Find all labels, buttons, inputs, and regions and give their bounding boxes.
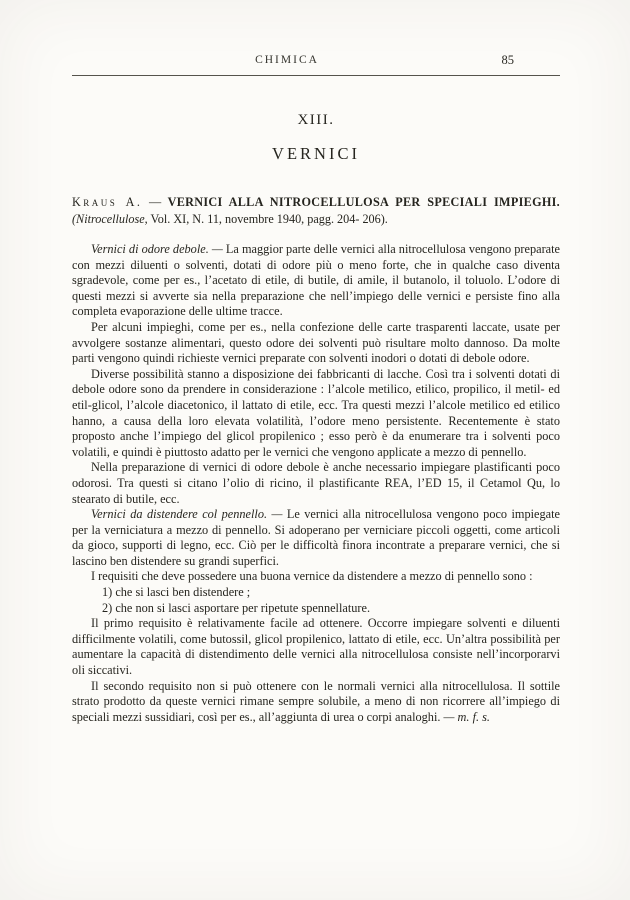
section-title: VERNICI bbox=[272, 144, 360, 163]
page-header bbox=[72, 54, 560, 69]
paragraph-requisiti bbox=[72, 569, 560, 585]
article-title: VERNICI ALLA NITROCELLULOSA PER SPECIALI IMPIEGHI. bbox=[167, 195, 561, 209]
paragraph-text: Diverse possibilità stanno a disposizione dei fabbricanti di lacche. Così tra i solventi dotati di debole odore sono da prendere in considerazione : l’alcole metilico, etilico, propilico, il metil- ed etil-glicol, l’alcole diacetonico, il lattato di etile, ecc. Tra questi mezzi l’alcole metilico ed etilico hanno, a causa della loro elevata volatilità, l’odore meno persistente. Recentemente è stato proposto anche l’impiego del glicol propilenico ; esso però è da enumerare tra i solventi poco volatili, e quindi è piuttosto adatto per le vernici che vengono applicate a mezzo di pennello. bbox=[72, 366, 560, 459]
paragraph-text: Il primo requisito è relativamente facile ad ottenere. Occorre impiegare solventi e diluenti difficilmente volatili, come butossil, glicol propilenico, lattato di etile, ecc. Un’altra possibilità per aumentare la capacità di distendimento delle vernici alla nitrocellulosa consiste nell’incorporarvi oli siccativi. bbox=[72, 616, 560, 678]
list-item-1: 1) che si lasci ben distendere ; bbox=[102, 585, 251, 600]
article-journal: (Nitrocellulose, bbox=[72, 212, 148, 226]
article-reference: Vol. XI, N. 11, novembre 1940, pagg. 204- 206). bbox=[150, 212, 388, 226]
header-rule bbox=[72, 75, 560, 76]
paragraph-impieghi bbox=[72, 320, 560, 367]
paragraph-text: Per alcuni impieghi, come per es., nella confezione delle carte trasparenti laccate, usate per avvolgere sostanze alimentari, questo odore dei solventi può risultare molto dannoso. Da molte parti vengono quindi richieste vernici preparate con solventi inodori o dotati di debole odore. bbox=[72, 319, 560, 366]
paragraph-lead: Vernici di odore debole. — bbox=[91, 242, 226, 256]
section-number: XIII. bbox=[297, 112, 335, 128]
paragraph-text: La maggior parte delle vernici alla nitrocellulosa vengono preparate con mezzi diluenti o solventi, dotati di odore più o meno forte, che in qualche caso diventa sgradevole, come per es., l’acetato di etile, di butile, di amile, il butanolo, il toluolo. L’odore di questi mezzi si avverte sia nella preparazione che nell’impiego delle vernici e persiste fino alla completa evaporazione delle ultime tracce. bbox=[72, 242, 560, 319]
article-body bbox=[72, 242, 560, 725]
paragraph-plastificanti bbox=[72, 460, 560, 507]
paragraph-primo-requisito bbox=[72, 616, 560, 678]
running-title: CHIMICA bbox=[255, 54, 319, 66]
article-separator: — bbox=[148, 195, 162, 209]
list-item-2: 2) che non si lasci asportare per ripetute spennellature. bbox=[102, 600, 371, 615]
paragraph-pennello bbox=[72, 507, 560, 569]
paragraph-text: Le vernici alla nitrocellulosa vengono poco impiegate per la verniciatura a mezzo di pennello. Si adoperano per verniciare piccoli oggetti, come articoli da gioco, supporti di legno, ecc. Ciò per le difficoltà finora incontrate a preparare vernici, che si lascino ben distendere su grandi superfici. bbox=[72, 507, 560, 568]
article-heading bbox=[72, 194, 560, 228]
paragraph-text: I requisiti che deve possedere una buona vernice da distendere a mezzo di pennello sono : bbox=[91, 569, 533, 584]
paragraph-lead: Vernici da distendere col pennello. — bbox=[91, 507, 287, 522]
paragraph-secondo-requisito bbox=[72, 679, 560, 726]
paragraph-odore-debole bbox=[72, 242, 560, 320]
page-number: 85 bbox=[501, 53, 514, 67]
paragraph-text: Il secondo requisito non si può ottenere con le normali vernici alla nitrocellulosa. Il sottile strato prodotto da queste vernici rimane sempre solubile, a meno di non ricorrere all’impiego di speciali mezzi sussidiari, così per es., all’aggiunta di urea o corpi analoghi. bbox=[72, 678, 560, 724]
paragraph-text: Nella preparazione di vernici di odore debole è anche necessario impiegare plastificanti poco odorosi. Tra questi si citano l’olio di ricino, il plastificante REA, l’ED 15, il Cetamol Qu, lo stearato di butile, ecc. bbox=[72, 460, 560, 506]
article-author: Kraus A. bbox=[72, 195, 143, 209]
reviewer-signature: — m. f. s. bbox=[443, 709, 490, 724]
paragraph-possibilita bbox=[72, 367, 560, 461]
